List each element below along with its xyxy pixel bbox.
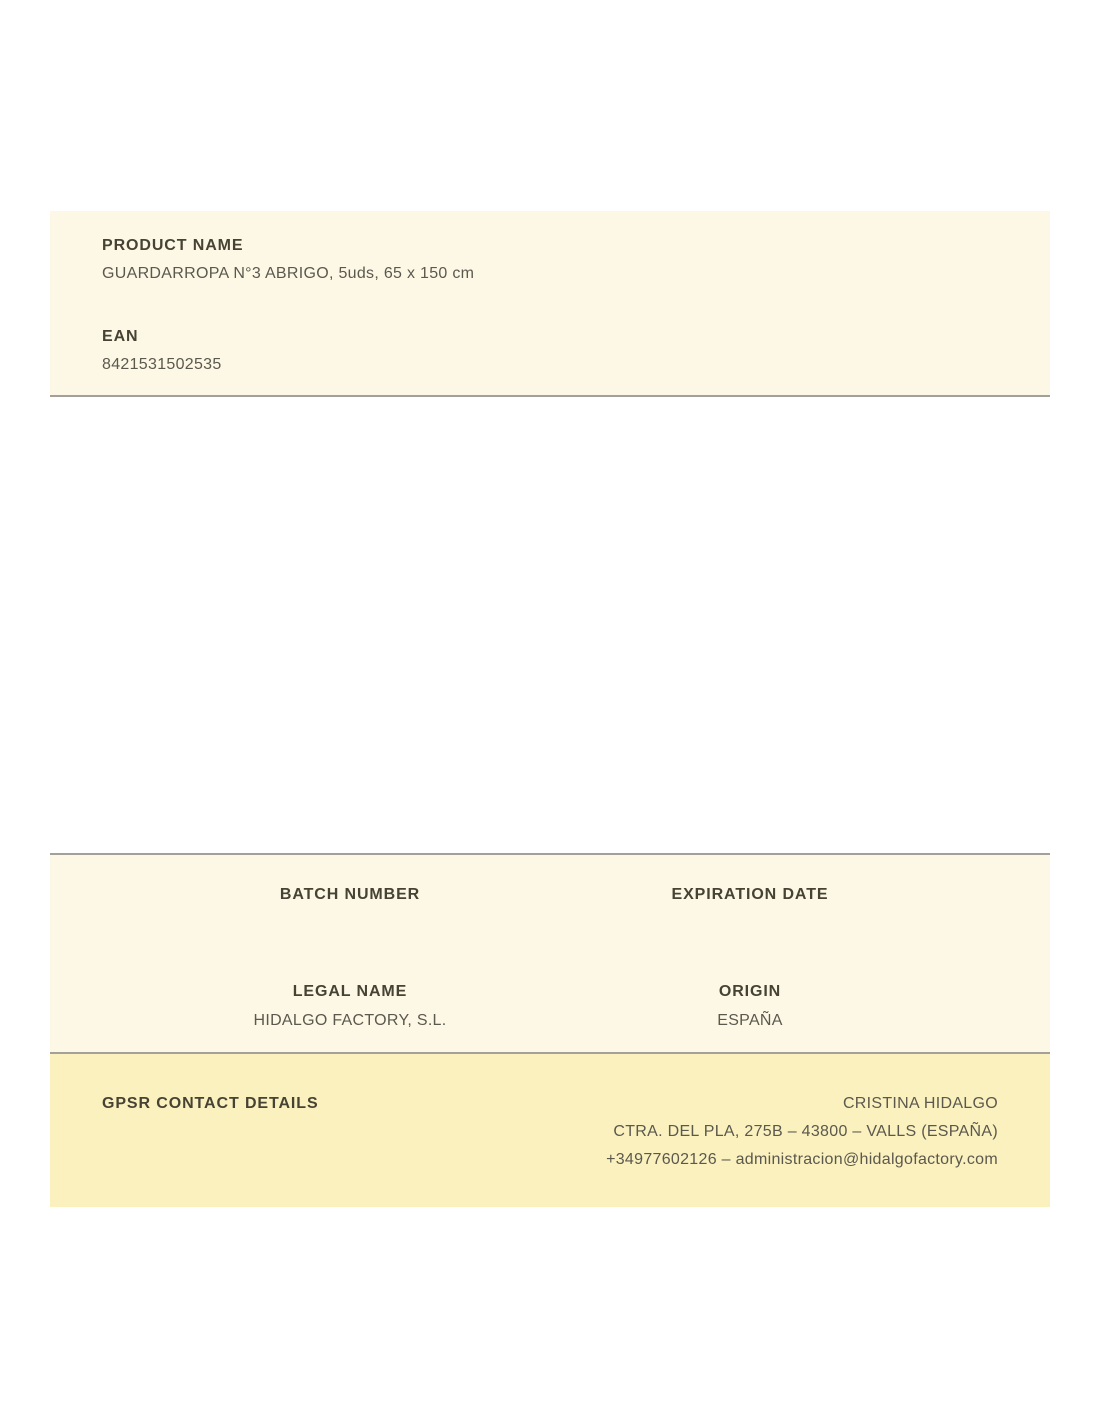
product-info-section bbox=[50, 211, 1050, 397]
gpsr-contact-info bbox=[606, 1090, 998, 1174]
origin-label: ORIGIN bbox=[718, 983, 782, 1000]
product-name-value: GUARDARROPA N°3 ABRIGO, 5uds, 65 x 150 cm bbox=[102, 265, 475, 282]
gpsr-contact-address: CTRA. DEL PLA, 275B – 43800 – VALLS (ESPAÑA) bbox=[613, 1123, 998, 1140]
ean-field bbox=[102, 327, 998, 375]
product-name-field bbox=[102, 236, 998, 284]
gpsr-contact-phone-email: +34977602126 – administracion@hidalgofactory.com bbox=[606, 1151, 998, 1168]
ean-value: 8421531502535 bbox=[102, 356, 222, 373]
product-name-label: PRODUCT NAME bbox=[102, 237, 244, 254]
batch-number-field bbox=[150, 885, 550, 914]
expiration-date-label: EXPIRATION DATE bbox=[671, 886, 829, 903]
expiration-date-field bbox=[550, 885, 950, 914]
gpsr-contact-name: CRISTINA HIDALGO bbox=[842, 1095, 998, 1112]
origin-value: ESPAÑA bbox=[717, 1012, 783, 1029]
gpsr-contact-details-label: GPSR CONTACT DETAILS bbox=[102, 1095, 319, 1112]
gpsr-contact-section bbox=[50, 1054, 1050, 1207]
legal-name-value: HIDALGO FACTORY, S.L. bbox=[253, 1012, 447, 1029]
ean-label: EAN bbox=[102, 328, 139, 345]
batch-legal-section bbox=[50, 853, 1050, 1054]
legal-origin-row bbox=[150, 982, 950, 1031]
batch-number-label: BATCH NUMBER bbox=[279, 886, 421, 903]
origin-field bbox=[550, 982, 950, 1031]
legal-name-label: LEGAL NAME bbox=[292, 983, 408, 1000]
legal-name-field bbox=[150, 982, 550, 1031]
batch-expiration-row bbox=[150, 855, 950, 914]
